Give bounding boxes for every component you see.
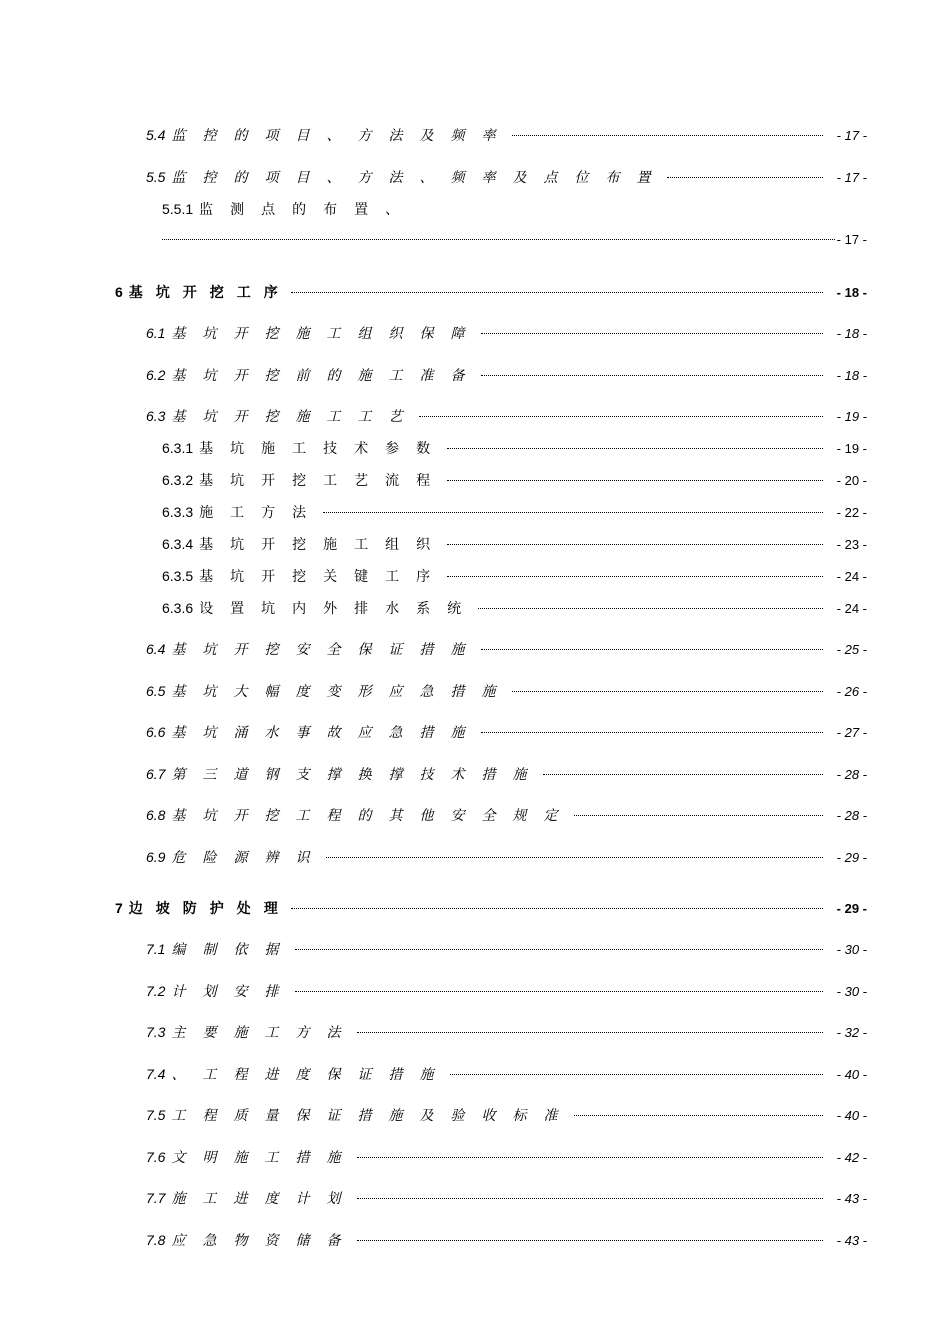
dot-leader [450,1074,822,1075]
toc-entry-title: 基坑开挖工程的其他安全规定 [171,808,575,824]
toc-entry-number: 7.6 [146,1149,166,1165]
dot-leader [512,135,822,136]
toc-entry-title: 、工程进度保证措施 [171,1067,451,1083]
toc-entry-page: - 27 - [836,725,867,740]
dot-leader [295,949,822,950]
dot-leader [447,544,823,545]
toc-entry-title: 基坑开挖工艺流程 [199,473,448,489]
dot-leader [357,1032,822,1033]
dot-leader [323,512,823,513]
toc-entry-page: - 25 - [836,642,867,657]
toc-entry-page: - 29 - [836,901,867,916]
toc-entry-number: 6.7 [146,766,166,782]
toc-entry-number: 6.3.2 [162,472,194,488]
toc-entry-title: 设置坑内外排水系统 [199,601,479,617]
toc-entry-number: 5.5.1 [162,201,194,217]
toc-entry-title: 监控的项目、方法及频率 [171,128,513,144]
toc-entry-5-5-1[interactable] [162,198,416,220]
toc-entry-title: 文明施工措施 [171,1150,358,1166]
toc-entry-5-4[interactable] [146,124,867,146]
toc-entry-page: - 17 - [836,232,867,247]
toc-entry-title: 基坑开挖施工组织保障 [171,326,482,342]
toc-entry-6-1[interactable] [146,322,867,344]
toc-entry-page: - 30 - [836,942,867,957]
toc-entry-page: - 28 - [836,767,867,782]
toc-entry-6-3[interactable] [146,405,867,427]
toc-entry-continuation[interactable] [162,229,867,251]
toc-entry-number: 5.5 [146,169,166,185]
toc-entry-page: - 19 - [836,441,867,456]
dot-leader [357,1157,822,1158]
toc-entry-title: 基坑施工技术参数 [199,441,448,457]
toc-entry-page: - 20 - [836,473,867,488]
toc-entry-number: 6.6 [146,724,166,740]
toc-entry-6-3-1[interactable] [162,437,867,459]
toc-entry-number: 6.3.4 [162,536,194,552]
toc-entry-number: 7.1 [146,941,166,957]
toc-entry-6-3-5[interactable] [162,565,867,587]
toc-entry-number: 6.3 [146,408,166,424]
toc-entry-page: - 30 - [836,984,867,999]
toc-entry-title: 基坑开挖安全保证措施 [171,642,482,658]
toc-entry-title: 第三道钢支撑换撑技术措施 [171,767,544,783]
dot-leader [447,576,823,577]
toc-entry-6-9[interactable] [146,846,867,868]
dot-leader [574,1115,822,1116]
toc-entry-page: - 18 - [836,326,867,341]
toc-entry-page: - 18 - [836,368,867,383]
dot-leader [291,292,823,293]
toc-entry-title: 监控的项目、方法、频率及点位布置 [171,170,668,186]
toc-entry-6-7[interactable] [146,763,867,785]
toc-entry-number: 6.8 [146,807,166,823]
dot-leader [481,732,822,733]
toc-entry-title: 计划安排 [171,984,296,1000]
toc-entry-page: - 43 - [836,1191,867,1206]
toc-entry-6-4[interactable] [146,638,867,660]
toc-entry-page: - 32 - [836,1025,867,1040]
toc-entry-7-5[interactable] [146,1104,867,1126]
toc-entry-page: - 17 - [836,128,867,143]
toc-entry-6-6[interactable] [146,721,867,743]
toc-entry-title: 应急物资储备 [171,1233,358,1249]
toc-entry-number: 6.3.1 [162,440,194,456]
dot-leader [543,774,822,775]
toc-entry-6-3-4[interactable] [162,533,867,555]
toc-entry-title: 基坑涌水事故应急措施 [171,725,482,741]
toc-entry-number: 6.5 [146,683,166,699]
toc-entry-number: 6 [115,284,123,300]
toc-entry-title: 基坑开挖关键工序 [199,569,448,585]
toc-entry-number: 6.4 [146,641,166,657]
toc-entry-title: 编制依据 [171,942,296,958]
toc-entry-number: 7.7 [146,1190,166,1206]
toc-entry-6[interactable] [115,281,867,303]
toc-entry-7-1[interactable] [146,938,867,960]
toc-entry-page: - 28 - [836,808,867,823]
dot-leader [357,1240,822,1241]
toc-entry-page: - 26 - [836,684,867,699]
dot-leader [481,333,822,334]
dot-leader [326,857,822,858]
toc-entry-6-5[interactable] [146,680,867,702]
toc-entry-title: 基坑大幅度变形应急措施 [171,684,513,700]
toc-entry-7-3[interactable] [146,1021,867,1043]
toc-entry-7[interactable] [115,897,867,919]
toc-entry-page: - 17 - [836,170,867,185]
toc-entry-number: 5.4 [146,127,166,143]
toc-entry-number: 7.8 [146,1232,166,1248]
dot-leader [478,608,823,609]
toc-entry-6-3-3[interactable] [162,501,867,523]
toc-entry-page: - 43 - [836,1233,867,1248]
toc-entry-number: 6.9 [146,849,166,865]
toc-entry-title: 施工方法 [199,505,324,521]
toc-entry-number: 6.3.5 [162,568,194,584]
toc-entry-5-5[interactable] [146,166,867,188]
toc-entry-title: 工程质量保证措施及验收标准 [171,1108,575,1124]
toc-entry-6-8[interactable] [146,804,867,826]
dot-leader [574,815,822,816]
toc-entry-title: 基坑开挖施工组织 [199,537,448,553]
toc-entry-page: - 18 - [836,285,867,300]
dot-leader [447,480,823,481]
toc-entry-title: 基坑开挖施工工艺 [171,409,420,425]
dot-leader [512,691,822,692]
toc-entry-page: - 24 - [836,569,867,584]
dot-leader [481,375,822,376]
toc-entry-page: - 29 - [836,850,867,865]
toc-entry-title: 主要施工方法 [171,1025,358,1041]
toc-entry-title: 基坑开挖工序 [128,285,291,301]
dot-leader [667,177,822,178]
toc-entry-7-6[interactable] [146,1146,867,1168]
toc-entry-number: 6.3.6 [162,600,194,616]
toc-entry-number: 6.3.3 [162,504,194,520]
dot-leader [481,649,822,650]
toc-entry-6-3-2[interactable] [162,469,867,491]
dot-leader [357,1198,822,1199]
toc-entry-page: - 42 - [836,1150,867,1165]
toc-entry-number: 7.2 [146,983,166,999]
dot-leader [162,239,835,240]
toc-entry-title: 基坑开挖前的施工准备 [171,368,482,384]
toc-entry-title: 施工进度计划 [171,1191,358,1207]
toc-entry-page: - 40 - [836,1108,867,1123]
toc-entry-7-4[interactable] [146,1063,867,1085]
toc-entry-title: 监测点的布置、 [199,202,417,218]
toc-entry-page: - 23 - [836,537,867,552]
toc-entry-6-3-6[interactable] [162,597,867,619]
toc-entry-page: - 40 - [836,1067,867,1082]
dot-leader [419,416,822,417]
toc-entry-number: 7.3 [146,1024,166,1040]
toc-entry-title: 危险源辨识 [171,850,327,866]
toc-entry-6-2[interactable] [146,364,867,386]
toc-entry-page: - 22 - [836,505,867,520]
toc-entry-number: 6.1 [146,325,166,341]
toc-entry-title: 边坡防护处理 [128,901,291,917]
toc-entry-page: - 24 - [836,601,867,616]
dot-leader [295,991,822,992]
dot-leader [291,908,823,909]
toc-entry-number: 7.4 [146,1066,166,1082]
toc-entry-number: 7.5 [146,1107,166,1123]
toc-entry-7-7[interactable] [146,1187,867,1209]
toc-entry-7-8[interactable] [146,1229,867,1251]
toc-entry-page: - 19 - [836,409,867,424]
dot-leader [447,448,823,449]
toc-entry-number: 7 [115,900,123,916]
toc-entry-number: 6.2 [146,367,166,383]
toc-entry-7-2[interactable] [146,980,867,1002]
